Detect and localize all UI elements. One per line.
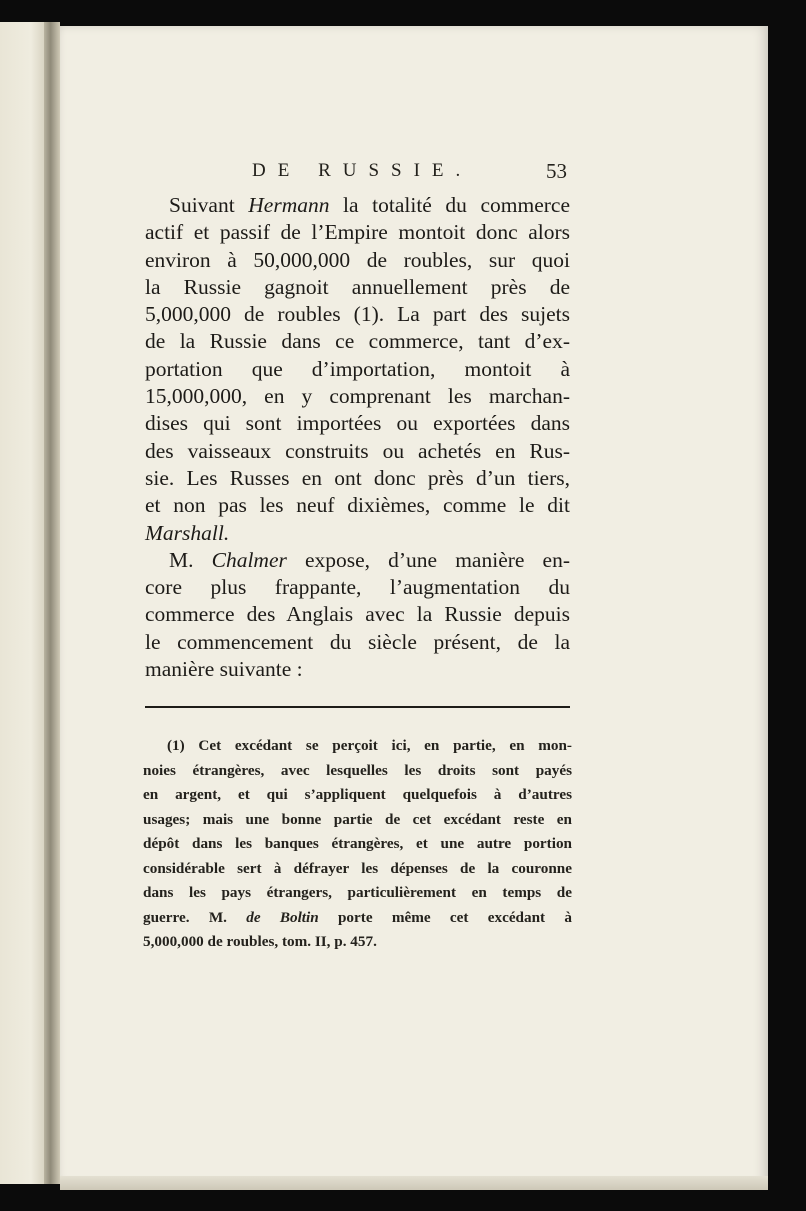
footnote-line: noies étrangères, avec lesquelles les droits sont payés	[143, 761, 572, 779]
main-text	[145, 192, 570, 683]
text-line: la Russie gagnoit annuellement près de	[145, 274, 570, 299]
author-name: Chalmer	[211, 547, 287, 572]
text-line: et non pas les neuf dixièmes, comme le dit	[145, 493, 570, 518]
author-name: de Boltin	[246, 908, 319, 926]
book-gutter	[44, 22, 60, 1184]
text-line	[145, 520, 570, 547]
footnote-line: dépôt dans les banques étrangères, et une autre portion	[143, 835, 572, 852]
text-line: de la Russie dans ce commerce, tant d’ex-	[145, 329, 570, 354]
text-line: portation que d’importation, montoit à	[145, 356, 570, 381]
text-line: dises qui sont importées ou exportées dans	[145, 411, 570, 436]
text-line: manière suivante :	[145, 657, 303, 682]
text-line: des vaisseaux construits ou achetés en Rus-	[145, 438, 570, 463]
text-line: M. Chalmer expose, d’une manière en-	[169, 547, 571, 572]
author-name: Hermann	[248, 193, 330, 217]
text-line: environ à 50,000,000 de roubles, sur quoi	[145, 247, 570, 272]
text-line: actif et passif de l’Empire montoit donc alors	[145, 220, 570, 245]
text-line: Suivant Hermann la totalité du commerce	[169, 193, 570, 217]
text-line: core plus frappante, l’augmentation du	[145, 575, 570, 600]
text-line: commerce des Anglais avec la Russie depuis	[145, 602, 570, 627]
page-number: 53	[546, 159, 567, 183]
text-line: le commencement du siècle présent, de la	[145, 629, 570, 654]
facing-page-edge	[0, 22, 44, 1184]
footnote	[143, 734, 572, 955]
footnote-separator	[145, 706, 570, 708]
text-line: 5,000,000 de roubles (1). La part des sujets	[145, 302, 570, 327]
footnote-line: considérable sert à défrayer les dépenses de la couronne	[143, 859, 572, 877]
text-line: sie. Les Russes en ont donc près d’un tiers,	[145, 465, 570, 490]
text-line: 15,000,000, en y comprenant les marchan-	[145, 384, 570, 409]
footnote-line: guerre. M. de Boltin porte même cet excédant à	[143, 908, 572, 926]
footnote-line: usages; mais une bonne partie de cet excédant reste en	[143, 810, 572, 828]
running-head: DE RUSSIE.	[252, 160, 473, 181]
author-name: Marshall.	[145, 520, 230, 545]
footnote-line: (1) Cet excédant se perçoit ici, en partie, en mon-	[167, 737, 572, 754]
page-bottom-edge	[60, 1176, 768, 1190]
footnote-line: en argent, et qui s’appliquent quelquefois à d’autres	[143, 786, 572, 803]
footnote-line: dans les pays étrangers, particulièrement en temps de	[143, 884, 572, 901]
footnote-line: 5,000,000 de roubles, tom. II, p. 457.	[143, 933, 377, 950]
